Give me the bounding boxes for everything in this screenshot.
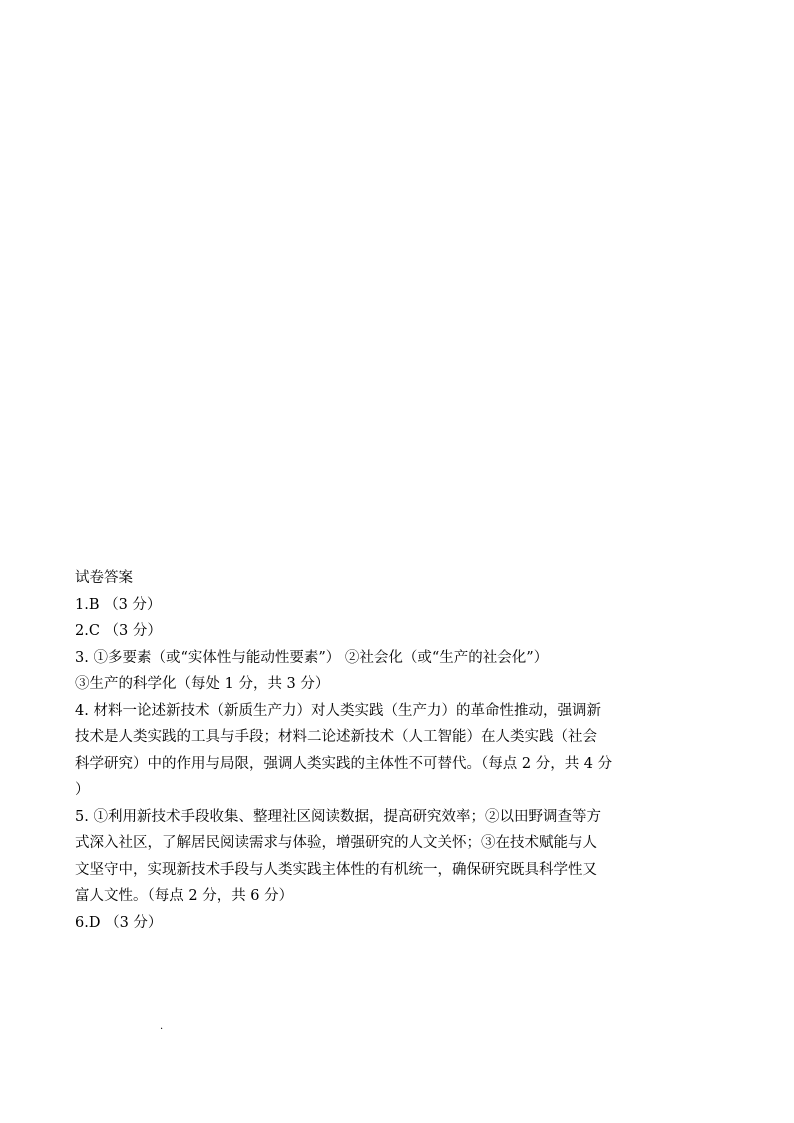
answer-line-5: 5. ①利用新技术手段收集、整理社区阅读数据，提高研究效率；②以田野调查等方 <box>75 808 601 825</box>
answer-line-2: 2.C （3 分） <box>75 623 162 639</box>
answer-line-3: 3. ①多要素（或“实体性与能动性要素”） ②社会化（或“生产的社会化”） <box>75 649 549 666</box>
answer-line-3-cont: ③生产的科学化（每处 1 分，共 3 分） <box>75 676 330 692</box>
answer-line-5-cont-1: 式深入社区，了解居民阅读需求与体验，增强研究的人文关怀；③在技术赋能与人 <box>75 835 597 851</box>
answer-line-5-cont-2: 文坚守中，实现新技术手段与人类实践主体性的有机统一，确保研究既具科学性又 <box>75 861 597 878</box>
answer-line-4-cont-2: 科学研究）中的作用与局限，强调人类实践的主体性不可替代。（每点 2 分，共 4 分 <box>75 755 613 772</box>
answer-line-4: 4. 材料一论述新技术（新质生产力）对人类实践（生产力）的革命性推动，强调新 <box>75 702 601 719</box>
answer-line-4-cont-3: ） <box>75 782 90 798</box>
answer-line-1: 1.B （3 分） <box>75 596 162 613</box>
answer-section <box>75 565 613 936</box>
answer-heading: 试卷答案 <box>75 570 133 586</box>
answer-line-6: 6.D （3 分） <box>75 914 163 931</box>
footer-mark: . <box>160 1021 164 1032</box>
answer-line-4-cont-1: 技术是人类实践的工具与手段；材料二论述新技术（人工智能）在人类实践（社会 <box>75 729 597 745</box>
answer-line-5-cont-3: 富人文性。（每点 2 分，共 6 分） <box>75 888 294 904</box>
